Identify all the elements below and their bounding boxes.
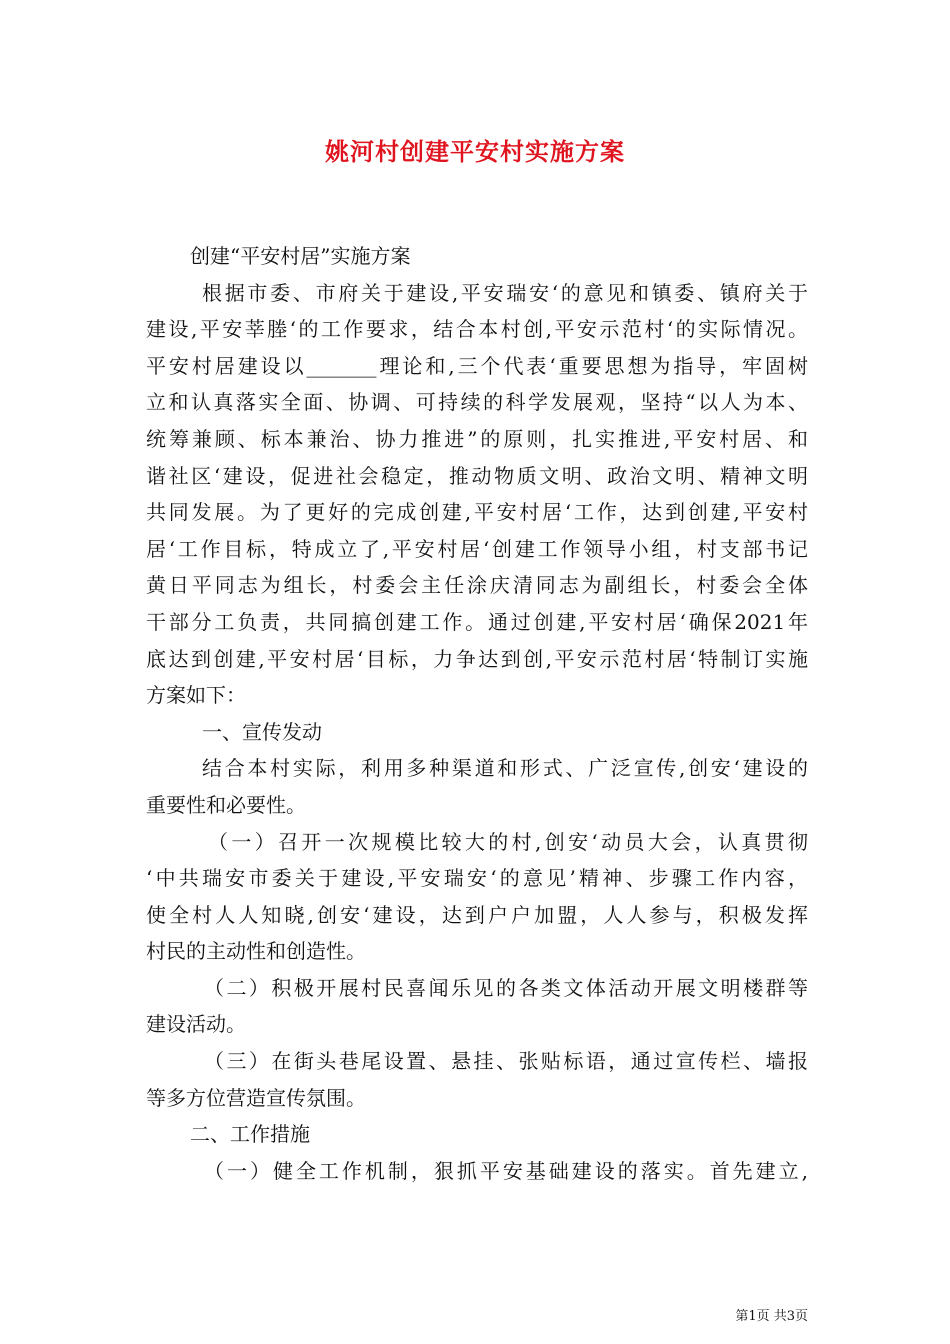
paragraph-line: 二、工作措施 (190, 1122, 310, 1147)
paragraph-line: 居‘工作目标，特成立了,平安村居‘创建工作领导小组，村支部书记 (146, 536, 808, 561)
page-number: 第1页 共3页 (735, 1309, 808, 1324)
paragraph-line: 底达到创建,平安村居‘目标，力争达到创,平安示范村居‘特制订实施 (146, 646, 808, 671)
paragraph-line: 共同发展。为了更好的完成创建,平安村居‘工作，达到创建,平安村 (146, 500, 808, 525)
paragraph-line: 结合本村实际，利用多种渠道和形式、广泛宣传,创安‘建设的 (202, 756, 808, 781)
paragraph-line: 等多方位营造宣传氛围。 (146, 1085, 366, 1110)
paragraph-line: （三）在街头巷尾设置、悬挂、张贴标语，通过宣传栏、墙报 (204, 1049, 808, 1074)
paragraph-line: ‘中共瑞安市委关于建设,平安瑞安‘的意见’精神、步骤工作内容， (146, 866, 808, 891)
paragraph-line: 方案如下： (146, 683, 246, 708)
paragraph-line: 谐社区‘建设，促进社会稳定，推动物质文明、政治文明、精神文明 (146, 463, 808, 488)
paragraph-line: 重要性和必要性。 (146, 792, 306, 817)
paragraph-line: （二）积极开展村民喜闻乐见的各类文体活动开展文明楼群等 (204, 975, 808, 1000)
document-title: 姚河村创建平安村实施方案 (325, 137, 625, 166)
paragraph-line: 一、宣传发动 (202, 719, 322, 744)
paragraph-line: 根据市委、市府关于建设,平安瑞安‘的意见和镇委、镇府关于 (202, 280, 808, 305)
paragraph-line: 使全村人人知晓,创安‘建设，达到户户加盟，人人参与，积极发挥 (146, 902, 808, 927)
paragraph-line: 建设,平安莘塍‘的工作要求，结合本村创,平安示范村‘的实际情况。 (146, 317, 808, 342)
paragraph-line: 建设活动。 (146, 1012, 246, 1037)
paragraph-line: （一）召开一次规模比较大的村,创安‘动员大会，认真贯彻 (208, 829, 808, 854)
paragraph-line: 平安村居建设以_______理论和,三个代表‘重要思想为指导，牢固树 (146, 353, 808, 378)
paragraph-line: 统筹兼顾、标本兼治、协力推进”的原则，扎实推进,平安村居、和 (146, 426, 808, 451)
paragraph-line: 村民的主动性和创造性。 (146, 939, 366, 964)
paragraph-line: （一）健全工作机制，狠抓平安基础建设的落实。首先建立, (204, 1158, 808, 1183)
paragraph-line: 立和认真落实全面、协调、可持续的科学发展观，坚持“以人为本、 (146, 390, 808, 415)
paragraph-line: 创建“平安村居”实施方案 (190, 244, 411, 268)
paragraph-line: 黄日平同志为组长，村委会主任涂庆清同志为副组长，村委会全体 (146, 573, 808, 598)
paragraph-line: 干部分工负责，共同搞创建工作。通过创建,平安村居‘确保2021年 (146, 609, 808, 634)
document-body (146, 238, 808, 1189)
